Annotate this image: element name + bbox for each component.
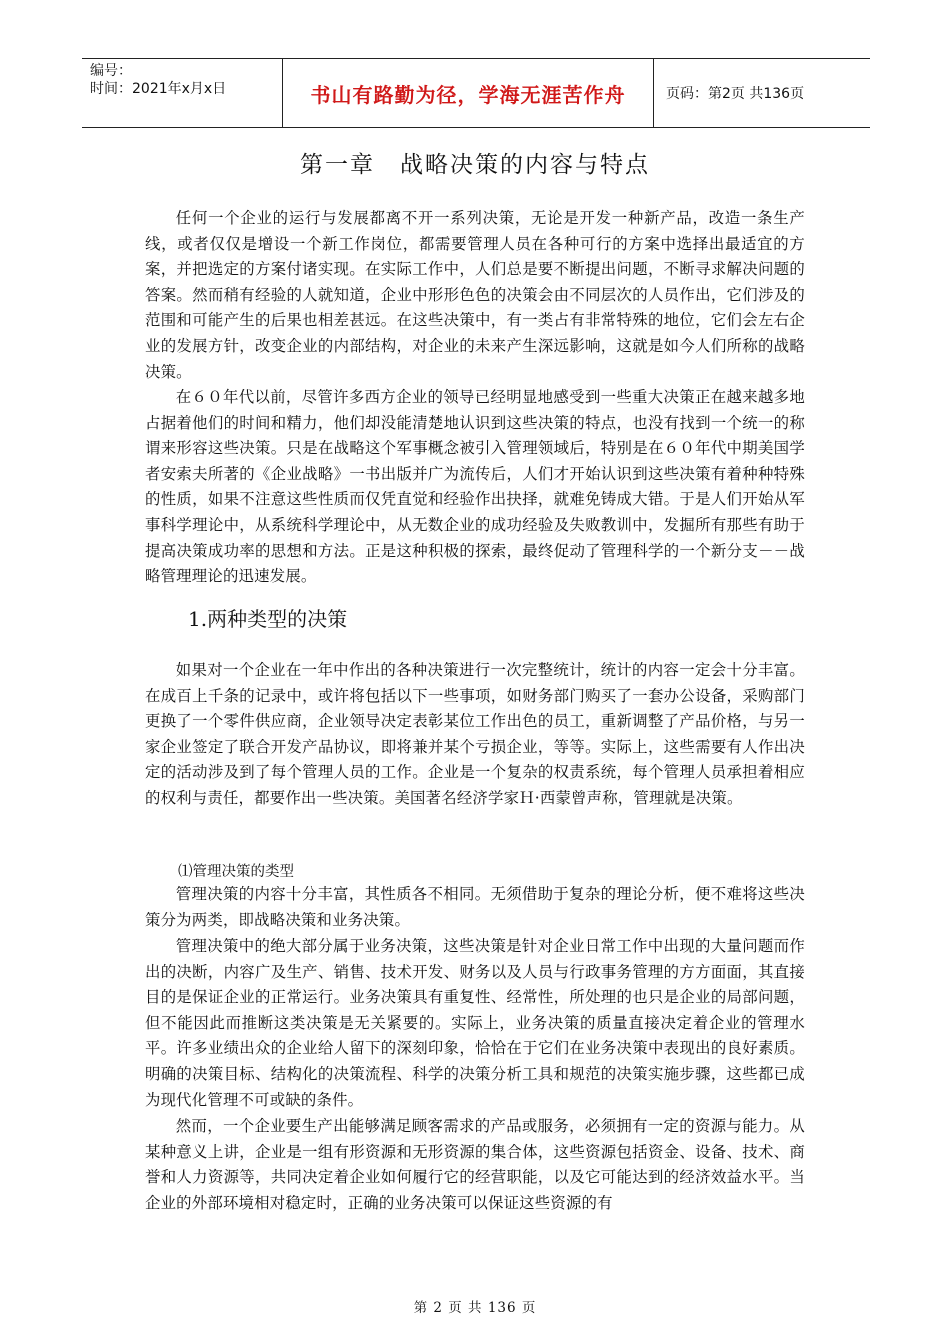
page-header <box>82 58 870 128</box>
section-title: 1.两种类型的决策 <box>188 607 348 631</box>
page-footer: 第 2 页 共 136 页 <box>413 1300 537 1316</box>
paragraph-5: 管理决策中的绝大部分属于业务决策，这些决策是针对企业日常工作中出现的大量问题而作出的决断，内容广及生产、销售、技术开发、财务以及人员与行政事务管理的方方面面，其直接目的是保证企业的正常运行。业务决策具有重复性、经常性，所处理的也只是企业的局部问题，但不能因此而推断这类决策是无关紧要的。实际上，业务决策的质量直接决定着企业的管理水平。许多业绩出众的企业给人留下的深刻印象，恰恰在于它们在业务决策中表现出的良好素质。明确的决策目标、结构化的决策流程、科学的决策分析工具和规范的决策实施步骤，这些都已成为现代化管理不可或缺的条件。 <box>145 937 805 1109</box>
paragraph-6: 然而，一个企业要生产出能够满足顾客需求的产品或服务，必须拥有一定的资源与能力。从某种意义上讲，企业是一组有形资源和无形资源的集合体，这些资源包括资金、设备、技术、商誉和人力资源等，共同决定着企业如何履行它的经营职能，以及它可能达到的经济效益水平。当企业的外部环境相对稳定时，正确的业务决策可以保证这些资源的有 <box>145 1117 805 1212</box>
paragraph-1: 任何一个企业的运行与发展都离不开一系列决策，无论是开发一种新产品，改造一条生产线，或者仅仅是增设一个新工作岗位，都需要管理人员在各种可行的方案中选择出最适宜的方案，并把选定的方案付诸实现。在实际工作中，人们总是要不断提出问题，不断寻求解决问题的答案。然而稍有经验的人就知道，企业中形形色色的决策会由不同层次的人员作出，它们涉及的范围和可能产生的后果也相差甚远。在这些决策中，有一类占有非常特殊的地位，它们会左右企业的发展方针，改变企业的内部结构，对企业的未来产生深远影响，这就是如今人们所称的战略决策。 <box>145 209 805 381</box>
paragraph-3: 如果对一个企业在一年中作出的各种决策进行一次完整统计，统计的内容一定会十分丰富。在成百上千条的记录中，或许将包括以下一些事项，如财务部门购买了一套办公设备，采购部门更换了一个零件供应商，企业领导决定表彰某位工作出色的员工，重新调整了产品价格，与另一家企业签定了联合开发产品协议，即将兼并某个亏损企业，等等。实际上，这些需要有人作出决定的活动涉及到了每个管理人员的工作。企业是一个复杂的权责系统，每个管理人员承担着相应的权利与责任，都要作出一些决策。美国著名经济学家Ｈ·西蒙曾声称，管理就是决策。 <box>145 661 805 807</box>
number-label: 编号： <box>90 63 132 79</box>
chapter-title: 第一章 战略决策的内容与特点 <box>300 152 650 178</box>
header-info-cell <box>82 59 282 127</box>
paragraph-2: 在６０年代以前，尽管许多西方企业的领导已经明显地感受到一些重大决策正在越来越多地占据着他们的时间和精力，他们却没能清楚地认识到这些决策的特点，也没有找到一个统一的称谓来形容这些决策。只是在战略这个军事概念被引入管理领域后，特别是在６０年代中期美国学者安索夫所著的《企业战略》一书出版并广为流传后，人们才开始认识到这些决策有着种种特殊的性质，如果不注意这些性质而仅凭直觉和经验作出抉择，就难免铸成大错。于是人们开始从军事科学理论中，从系统科学理论中，从无数企业的成功经验及失败教训中，发掘所有那些有助于提高决策成功率的思想和方法。正是这种积极的探索，最终促动了管理科学的一个新分支－－战略管理理论的迅速发展。 <box>145 388 805 586</box>
header-motto: 书山有路勤为径，学海无涯苦作舟 <box>310 82 626 107</box>
date-label: 时间：2021年x月x日 <box>90 81 227 97</box>
subsection-title: ⑴管理决策的类型 <box>178 864 294 880</box>
paragraph-4: 管理决策的内容十分丰富，其性质各不相同。无须借助于复杂的理论分析，便不难将这些决策分为两类，即战略决策和业务决策。 <box>145 885 805 929</box>
header-page-label: 页码：第2页 共136页 <box>666 86 805 102</box>
